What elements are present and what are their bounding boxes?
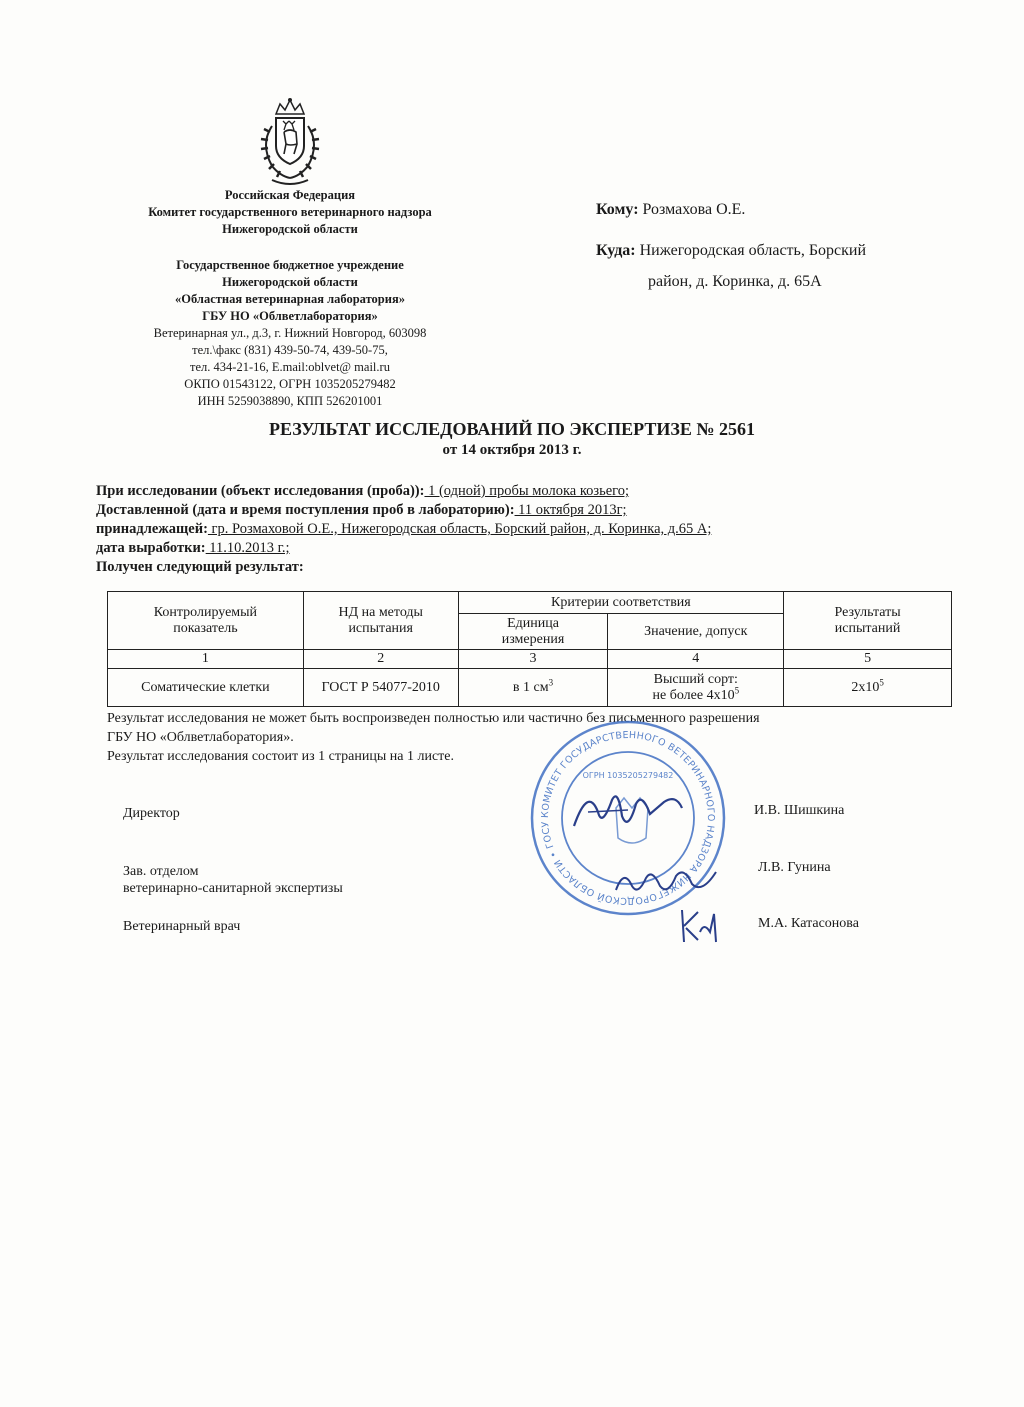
header-indicator-line2: показатель xyxy=(173,620,238,636)
table-number-row xyxy=(108,650,952,669)
document-date: от 14 октября 2013 г. xyxy=(442,442,582,458)
org-line: ГБУ НО «Облветлаборатория» xyxy=(202,309,378,323)
table-header-row xyxy=(108,592,952,614)
field-object xyxy=(96,482,629,500)
header-results xyxy=(784,592,952,650)
head-title-line1: Зав. отделом xyxy=(123,864,199,879)
signature-head-handwritten xyxy=(612,862,722,907)
field-owner-label: принадлежащей: xyxy=(96,521,208,537)
header-criteria: Критерии соответствия xyxy=(458,592,784,614)
result-intro xyxy=(96,558,304,576)
col-number: 2 xyxy=(303,650,458,669)
field-production-date xyxy=(96,539,290,557)
col-number: 5 xyxy=(784,650,952,669)
where-value-line2: район, д. Коринка, д. 65А xyxy=(648,273,822,290)
org-line: Российская Федерация xyxy=(224,188,356,202)
header-unit xyxy=(458,614,608,650)
document-title: РЕЗУЛЬТАТ ИССЛЕДОВАНИЙ ПО ЭКСПЕРТИЗЕ № 2561 xyxy=(269,419,755,439)
cell-unit xyxy=(458,669,608,707)
head-name: Л.В. Гунина xyxy=(758,860,831,875)
field-object-value: 1 (одной) пробы молока козьего; xyxy=(424,483,630,499)
footer-note-3: Результат исследования состоит из 1 страницы на 1 листе. xyxy=(107,749,454,764)
seal-ring-text: КОМИТЕТ ГОСУДАРСТВЕННОГО ВЕТЕРИНАРНОГО НАДЗОРА НИЖЕГОРОДСКОЙ ОБЛАСТИ • ГОСУ xyxy=(539,729,717,907)
field-production-label: дата выработки: xyxy=(96,540,206,556)
field-delivered xyxy=(96,501,627,519)
header-unit-line1: Единица xyxy=(507,615,559,631)
col-number: 3 xyxy=(458,650,608,669)
footer-note-1: Результат исследования не может быть воспроизведен полностью или частично без письменного разрешения xyxy=(107,711,760,726)
where-label: Куда: xyxy=(596,242,636,259)
field-delivered-value: 11 октября 2013г; xyxy=(514,502,627,518)
cell-value-line2: не более 4x10 xyxy=(652,687,735,703)
cell-result-text: 2x10 xyxy=(851,679,880,695)
header-value: Значение, допуск xyxy=(608,614,784,650)
cell-value-line1: Высший сорт: xyxy=(653,671,738,687)
signature-director-handwritten xyxy=(568,782,688,847)
footer-note-2: ГБУ НО «Облветлаборатория». xyxy=(107,730,294,745)
contact-line: тел. 434-21-16, E.mail:oblvet@ mail.ru xyxy=(190,360,390,374)
cell-method: ГОСТ Р 54077-2010 xyxy=(303,669,458,707)
header-method-line2: испытания xyxy=(348,620,413,636)
header-results-line1: Результаты xyxy=(834,604,901,620)
coat-of-arms-icon xyxy=(242,96,338,197)
table-row xyxy=(108,669,952,707)
contact-line: Ветеринарная ул., д.3, г. Нижний Новгород, 603098 xyxy=(153,326,427,340)
to-label: Кому: xyxy=(596,201,639,218)
org-line: Нижегородской области xyxy=(222,222,358,236)
head-title-line2: ветеринарно-санитарной экспертизы xyxy=(123,881,343,896)
cell-value-sup: 5 xyxy=(734,684,740,695)
header-unit-line2: измерения xyxy=(501,631,565,647)
field-delivered-label: Доставленной (дата и время поступления проб в лабораторию): xyxy=(96,502,515,518)
vet-title: Ветеринарный врач xyxy=(123,919,241,934)
where-value: Нижегородская область, Борский xyxy=(639,242,867,259)
director-name: И.В. Шишкина xyxy=(754,803,845,818)
cell-unit-sup: 3 xyxy=(548,676,554,687)
to-value: Розмахова О.Е. xyxy=(642,201,746,218)
cell-indicator: Соматические клетки xyxy=(108,669,304,707)
field-object-label: При исследовании (объект исследования (проба)): xyxy=(96,483,425,499)
results-table xyxy=(107,591,952,707)
org-line: Комитет государственного ветеринарного надзора xyxy=(148,205,432,219)
header-method xyxy=(303,592,458,650)
contact-line: ИНН 5259038890, КПП 526201001 xyxy=(197,394,383,408)
signature-vet-handwritten xyxy=(676,902,726,952)
cell-value xyxy=(608,669,784,707)
cell-unit-text: в 1 см xyxy=(512,679,549,695)
contact-line: тел.\факс (831) 439-50-74, 439-50-75, xyxy=(192,343,388,357)
org-line: «Областная ветеринарная лаборатория» xyxy=(175,292,405,306)
header-indicator-line1: Контролируемый xyxy=(153,604,258,620)
organization-header xyxy=(90,187,490,410)
header-results-line2: испытаний xyxy=(834,620,901,636)
col-number: 4 xyxy=(608,650,784,669)
result-intro-text: Получен следующий результат: xyxy=(96,559,304,575)
col-number: 1 xyxy=(108,650,304,669)
cell-result-sup: 5 xyxy=(879,676,884,687)
director-title: Директор xyxy=(123,806,180,821)
field-owner-value: гр. Розмаховой О.Е., Нижегородская область, Борский район, д. Коринка, д.65 А; xyxy=(207,521,712,537)
contact-line: ОКПО 01543122, ОГРН 1035205279482 xyxy=(184,377,396,391)
header-indicator xyxy=(108,592,304,650)
field-production-value: 11.10.2013 г.; xyxy=(205,540,290,556)
recipient-where xyxy=(596,241,866,261)
vet-name: М.А. Катасонова xyxy=(758,916,859,931)
recipient-to xyxy=(596,200,745,220)
org-line: Государственное бюджетное учреждение xyxy=(176,258,404,272)
org-line: Нижегородской области xyxy=(222,275,358,289)
cell-result xyxy=(784,669,952,707)
header-method-line1: НД на методы xyxy=(338,604,423,620)
field-owner xyxy=(96,520,711,538)
seal-inner-text: ОГРН 1035205279482 xyxy=(582,771,674,780)
